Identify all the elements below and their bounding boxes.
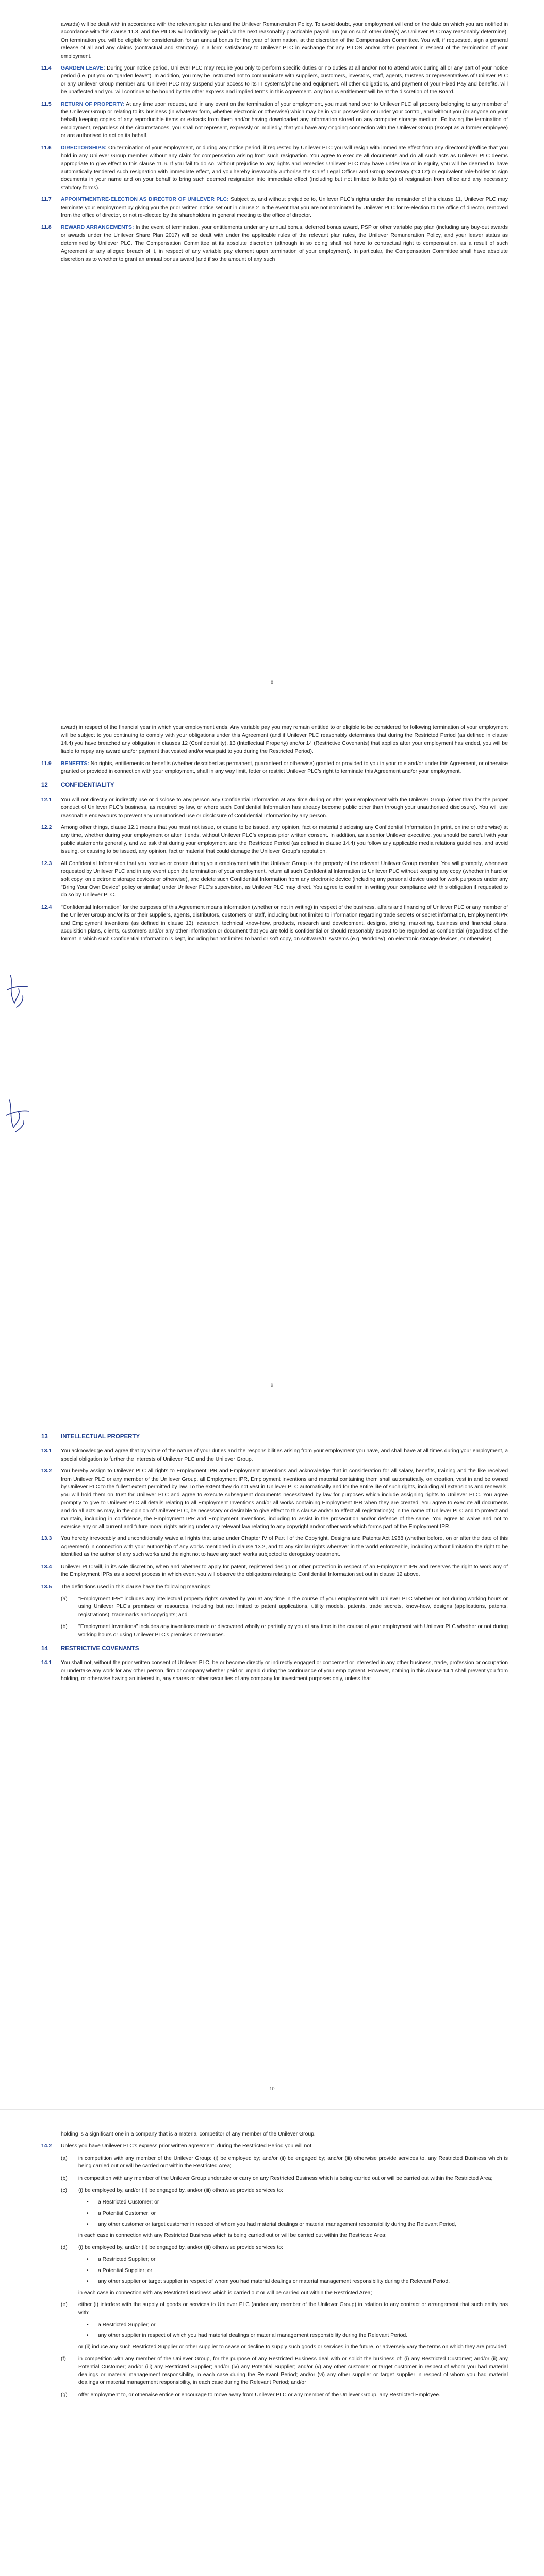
list-item-text: a Potential Customer; or: [98, 2210, 156, 2216]
restriction-label: (g): [61, 2392, 68, 2398]
restriction-e-tail: or (ii) induce any such Restricted Supplier or other supplier to cease or decline to supply such goods or services in the future, or adversely vary the terms on which they are provided;: [78, 2344, 508, 2350]
clause-text: The definitions used in this clause have the following meanings:: [61, 1584, 212, 1590]
restriction-text: either (i) interfere with the supply of goods or services to Unilever PLC (and/or any member of the Unilever Group) in relation to any contract or arrangement that such entity has with:: [78, 2302, 508, 2316]
list-item: [87, 2278, 508, 2285]
section-title: INTELLECTUAL PROPERTY: [61, 1434, 140, 1440]
document-page-11: [0, 2110, 544, 2576]
restriction-label: (f): [61, 2356, 66, 2362]
document-page-10: [0, 1406, 544, 2110]
list-item: [87, 2210, 508, 2217]
clause-number: 13.3: [41, 1536, 52, 1542]
list-item-text: any other supplier or target supplier in respect of whom you had material dealings or material management responsibility during the Relevant Period,: [98, 2279, 450, 2285]
clause-heading: REWARD ARRANGEMENTS:: [61, 225, 134, 231]
bullet-icon: •: [87, 2279, 89, 2285]
clause-13-5: [41, 1583, 508, 1591]
list-item-text: a Restricted Customer; or: [98, 2199, 159, 2206]
list-item-text: any other supplier in respect of which you had material dealings or material management responsibility during the Relevant Period.: [98, 2333, 408, 2339]
bullet-icon: •: [87, 2321, 89, 2328]
definition-label: (a): [61, 1596, 68, 1602]
restriction-e: [61, 2301, 508, 2317]
signature-initials-mark: [3, 971, 34, 1012]
clause-text: Unilever PLC will, in its sole discretion, when and whether to apply for patent, registered design or other protection in respect of an Employment IPR and reserves the right to work any of the Employment IPRs as a secret process in which event you will observe the obligations relating to Confidential Information set out in clause 12 above.: [61, 1564, 508, 1578]
restriction-label: (d): [61, 2245, 68, 2251]
definition-text: "Employment Inventions" includes any inventions made or discovered wholly or partially by you at any time in the course of your employment with Unilever PLC whether or not during working hours or using Unilever PLC's premises or resources.: [78, 1624, 508, 1638]
clause-number: 13.1: [41, 1448, 52, 1454]
clause-14-1: [41, 1659, 508, 1683]
clause-text: During your notice period, Unilever PLC may require you only to perform specific duties or no duties at all and/or not to attend work during all or any part of your notice period (i.e. put you on "garden leave"). In addition, you may be instructed not to communicate with suppliers, customers, investors, staff, agents, trustees or representatives of Unilever PLC or any Unilever Group member and Unilever PLC may suspend your access to its IT systems/phone and equipment. All other obligations, and payment of your Fixed Pay and benefits, will be unaffected and you will continue to be bound by the other express and implied terms in this Agreement. Any bonus entitlement will be at the discretion of the Board.: [61, 65, 508, 95]
clause-text: "Confidential Information" for the purposes of this Agreement means information (whether or not in writing) in respect of the business, affairs and financing of Unilever PLC or any member of the Unilever Group and/or its or their suppliers, agents, distributors, customers or staff, including but not limited to information regarding trade secrets or secret information, Employment IPR and Employment Inventions (as defined in clause 13), research, technical know-how, products, research and development, designs, pricing, marketing, business and financial plans, acquisition plans, clients, customers and/or any other information or document that you are told is confidential or should reasonably expect to be regarded as confidential (regardless of the format in which such Confidential Information is kept, including but not limited to hard or soft copy, on software/IT systems (e.g. Workday), on electronic storage devices, or otherwise).: [61, 904, 508, 942]
document-page-8: [0, 0, 544, 703]
section-number: 12: [41, 782, 48, 789]
section-number: 13: [41, 1434, 48, 1440]
clause-13-2: [41, 1467, 508, 1531]
restriction-text: in competition with any member of the Unilever Group undertake or carry on any Restricted Business which is being carried out or will be carried out within the Restricted Area;: [78, 2175, 493, 2181]
clause-text: You acknowledge and agree that by virtue of the nature of your duties and the responsibilities arising from your employment you have, and shall have at all times during your employment, a special obligation to further the interests of Unilever PLC and the Unilever Group.: [61, 1448, 508, 1462]
clause-text: You hereby irrevocably and unconditionally waive all rights that arise under Chapter IV of Part I of the Copyright, Designs and Patents Act 1988 (whether before, on or after the date of this Agreement) in connection with your authorship of any works mentioned in clause 13.2, and to any similar rights wherever in the world enforceable, including without limitation the right to be identified as the author of any such works and the right not to have any such works subjected to derogatory treatment.: [61, 1536, 508, 1558]
clause-number: 11.7: [41, 197, 52, 203]
clause-11-9: [41, 760, 508, 776]
section-title: CONFIDENTIALITY: [61, 782, 114, 789]
bullet-icon: •: [87, 2199, 89, 2206]
list-item: [87, 2267, 508, 2275]
list-item: [87, 2221, 508, 2228]
clause-number: 12.3: [41, 860, 52, 867]
list-item: [87, 2256, 508, 2263]
bullet-icon: •: [87, 2333, 89, 2339]
page-content: [41, 2130, 508, 2403]
clause-number: 14.1: [41, 1660, 52, 1666]
clause-text: You shall not, without the prior written consent of Unilever PLC, be or become directly or indirectly engaged or concerned or interested in any other business, trade, profession or occupation or undertake any work for any other person, firm or company whether paid or unpaid during the continuance of your employment. However, nothing in this clause 14.1 shall prevent you from holding, or otherwise having an interest in, any shares or other securities of any company for investment purposes only, unless that: [61, 1660, 508, 1682]
clause-11-4: [41, 64, 508, 96]
clause-text: You will not directly or indirectly use or disclose to any person any Confidential Information at any time during or after your employment with the Unilever Group (other than for the proper conduct of Unilever PLC's business, as required by law, or where such Confidential Information has already become public other than through your unauthorised disclosure). You will use reasonable endeavours to prevent any unauthorised use or disclosure of Confidential Information by any person.: [61, 796, 508, 819]
paragraph-continued: [61, 724, 508, 756]
clause-number: 12.4: [41, 904, 52, 910]
restriction-label: (b): [61, 2175, 68, 2181]
paragraph-continued: [61, 21, 508, 60]
restriction-text: (i) be employed by, and/or (ii) be engaged by, and/or (iii) otherwise provide services to:: [78, 2245, 283, 2251]
clause-heading: APPOINTMENT/RE-ELECTION AS DIRECTOR OF UNILEVER PLC:: [61, 197, 229, 203]
restriction-g: [61, 2391, 508, 2399]
section-number: 14: [41, 1645, 48, 1652]
restriction-text: in competition with any member of the Unilever Group, for the purpose of any Restricted Business deal with or solicit the business of: (i) any Restricted Customer; and/or (ii) any Potential Customer; and/or (iii) any Restricted Supplier; and/or (iv) any Potential Supplier; and/or (v) any other customer or target customer in respect of whom you had material dealings or material management responsibility, in each case during the Relevant Period; and/or (vi) any other supplier or target supplier in respect of whom you had material dealings or material management responsibility, in each case during the Relevant Period; and/or: [78, 2356, 508, 2386]
clause-text: No rights, entitlements or benefits (whether described as permanent, guaranteed or otherwise) granted or provided to you in your role and/or under this Agreement, or otherwise granted or provided in connection with your employment, shall in any way limit, fetter or restrict Unilever PLC's right to terminate this Agreement and/or your employment.: [61, 760, 508, 775]
clause-11-7: [41, 196, 508, 219]
clause-number: 11.9: [41, 760, 52, 767]
clause-text: In the event of termination, your entitlements under any annual bonus, deferred bonus award, PSP or other variable pay plan (including any buy-out awards or awards under the Unilever Share Plan 2017) will be dealt with under the applicable rules of the relevant plan rules, the Unilever Remuneration Policy, and your leaver status as determined by Unilever PLC. The Compensation Committee at its absolute discretion (although in so doing shall not have to contractual right to compensation, as a result of such Agreement or any alleged breach of it, in respect of any variable pay element upon termination of your employment). In particular, the Compensation Committee shall have absolute discretion as to whether to grant an annual bonus award (and if so the amount of any such: [61, 225, 508, 262]
definition-b: [61, 1623, 508, 1639]
clause-text: Among other things, clause 12.1 means that you must not issue, or cause to be issued, any opinion, fact or material disclosing any Confidential Information (in print, online or otherwise) at any time, whether during your employment or after it ends, without Unilever PLC's express prior written consent. In addition, as a senior Unilever executive, you should be careful with your public statements generally, and we ask that during your employment and the Restricted Period (as defined in clause 14.4) you follow any applicable media relations guidelines, and avoid issuing, or causing to be issued, any opinion, fact or material that could damage the Unilever Group's reputation.: [61, 825, 508, 855]
clause-text: You hereby assign to Unilever PLC all rights to Employment IPR and Employment Inventions and acknowledge that in consideration for all salary, benefits, training and the like received from Unilever PLC or any member of the Unilever Group, all Employment IPR, Employment Inventions and material containing them shall automatically, on creation, vest in and be owned by Unilever PLC to the fullest extent permitted by law. To the extent they do not vest in Unilever PLC automatically and for the entire life of such rights, including all extensions and renewals, you will hold them on trust for Unilever PLC and agree to execute subsequent documents necessitated by law for purposes which include assigning rights to Unilever PLC. You agree promptly to give to Unilever PLC all details relating to all Employment Inventions and/or all works containing Employment IPR when they are created. You agree to execute all documents and do all acts as may, in the opinion of Unilever PLC, be necessary or desirable to give effect to this clause and/or to effect all registration(s) in the name of Unilever PLC and to protect and maintain, including in confidence, the Employment IPR and Employment Inventions, including to assist in the prosecution and/or defence of the same. You agree to waive and not to exercise any or all current and future moral rights arising under any relevant law relating to any copyright and/or other work which forms part of the Employment IPR.: [61, 1468, 508, 1530]
paragraph-text: award) in respect of the financial year in which your employment ends. Any variable pay you may remain entitled to or eligible to be considered for following termination of your employment will be subject to you continuing to comply with your obligations under this Agreement (and if Unilever PLC reasonably determines that during the Restricted Period (as defined in clause 14.4) you have breached any obligation in clauses 12 (Confidentiality), 13 (Intellectual Property) and/or 14 (Restrictive Covenants) that applies after your employment has ended, you will be liable to repay any award and/or payment that vested and/or was paid to you during the Restricted Period).: [61, 725, 508, 755]
clause-text: At any time upon request, and in any event on the termination of your employment, you must hand over to Unilever PLC all property belonging to any member of the Unilever Group or relating to its business (in whatever form, whether electronic or otherwise) which may be in your possession or under your control, and without you (or anyone on your behalf) keeping copies of any reproducible items or extracts from them and/or having downloaded any information stored on any computer storage medium. Following the termination of employment, regardless of the circumstances, you shall not represent, expressly or impliedly, that you have any ongoing connection with the Unilever Group (except as a former employee) or are authorised to act on its behalf.: [61, 101, 508, 139]
document-page-9: [0, 703, 544, 1406]
clause-11-5: [41, 100, 508, 140]
clause-number: 11.6: [41, 145, 52, 151]
list-item-text: a Restricted Supplier; or: [98, 2257, 156, 2263]
restriction-label: (c): [61, 2188, 68, 2194]
definition-label: (b): [61, 1624, 68, 1630]
restriction-text: (i) be employed by, and/or (ii) be engaged by, and/or (iii) otherwise provide services to:: [78, 2188, 283, 2194]
restriction-text: offer employment to, or otherwise entice or encourage to move away from Unilever PLC or any member of the Unilever Group, any Restricted Employee.: [78, 2392, 441, 2398]
list-item: [87, 2332, 508, 2340]
clause-12-2: [41, 824, 508, 856]
restriction-b: [61, 2175, 508, 2182]
section-13-heading: [41, 1433, 508, 1441]
paragraph-continued: [61, 2130, 508, 2138]
clause-text: On termination of your employment, or during any notice period, if requested by Unilever PLC you will resign with immediate effect from any directorship/office that you hold in any Unilever Group member without any claim for compensation arising from such resignation. You agree to execute all documents and do all such acts as Unilever PLC deems appropriate to give effect to this clause 11.6. If you fail to do so, without prejudice to any rights and remedies Unilever PLC may have under law or in equity, you will be deemed to have automatically tendered such resignation with immediate effect, and you hereby irrevocably authorise the Chief Legal Officer and Group Secretary ("CLO") or equivalent role-holder to sign documents in your name and on your behalf to bring such deemed resignation into immediate effect (including but not limited to letter(s) of resignation from office and any necessary statutory forms).: [61, 145, 508, 191]
clause-text: Subject to, and without prejudice to, Unilever PLC's rights under the remainder of this clause 11, Unilever PLC may terminate your employment by giving you the prior written notice set out in clause 2 in the event that you are not nominated by Unilever PLC for re-election to the office of director, removed from the office of director, or not re-elected by the shareholders in general meeting to the office of director.: [61, 197, 508, 218]
clause-number: 14.2: [41, 2143, 52, 2149]
clause-11-8: [41, 224, 508, 263]
clause-heading: RETURN OF PROPERTY:: [61, 101, 125, 107]
page-number: 10: [269, 2086, 275, 2091]
clause-12-3: [41, 860, 508, 900]
clause-13-1: [41, 1447, 508, 1463]
page-content: [41, 1427, 508, 1687]
restriction-label: (e): [61, 2302, 68, 2308]
definition-a: [61, 1595, 508, 1619]
clause-12-4: [41, 904, 508, 943]
list-item: [87, 2198, 508, 2206]
bullet-icon: •: [87, 2222, 89, 2228]
restriction-text: in competition with any member of the Unilever Group: (i) be employed by; and/or (ii) be engaged by; and/or (iii) otherwise provide services to, any Restricted Business which is being carried out or will be carried out within the Restricted Area;: [78, 2155, 508, 2170]
clause-number: 12.2: [41, 825, 52, 831]
bullet-icon: •: [87, 2267, 89, 2274]
clause-13-3: [41, 1535, 508, 1558]
clause-heading: GARDEN LEAVE:: [61, 65, 105, 72]
clause-heading: DIRECTORSHIPS:: [61, 145, 107, 151]
list-item-text: a Restricted Supplier; or: [98, 2321, 156, 2328]
section-14-heading: [41, 1645, 508, 1653]
clause-text: All Confidential Information that you receive or create during your employment with the Unilever Group is the property of the relevant Unilever Group member. You will promptly, whenever requested by Unilever PLC and in any event upon the termination of your employment, return all such Confidential Information to Unilever PLC without keeping any copy (whether in hard or soft copy, on electronic storage devices or otherwise), and delete such Confidential Information from any electronic device (including any personal device used for work purposes under any "Bring Your Own Device" policy or similar) under Unilever PLC's supervision, as Unilever PLC may direct. You agree to confirm in writing your compliance with this obligation if requested to do so by Unilever PLC.: [61, 860, 508, 899]
clause-13-4: [41, 1563, 508, 1579]
list-item-text: any other customer or target customer in respect of whom you had material dealings or material management responsibility during the Relevant Period,: [98, 2222, 456, 2228]
page-number: 8: [270, 680, 273, 685]
clause-number: 12.1: [41, 796, 52, 803]
clause-number: 11.4: [41, 65, 52, 72]
restriction-c: [61, 2187, 508, 2194]
clause-11-6: [41, 144, 508, 192]
restriction-d: [61, 2244, 508, 2251]
paragraph-text: awards) will be dealt with in accordance with the relevant plan rules and the Unilever Remuneration Policy. To avoid doubt, your employment will end on the date on which you are notified in accordance with this clause 11.3, and the PILON will ordinarily be paid via the next reasonably practicable payroll run (or on such other date(s) as Unilever PLC may reasonably determine). On termination you will be eligible for consideration for an annual bonus for the year of termination, at the discretion of the Compensation Committee. You will, if requested, sign a general release of all and any claims (contractual and statutory) in a form satisfactory to Unilever PLC in exchange for any PILON and/or other payment in respect of the termination of your employment.: [61, 22, 508, 59]
definition-text: "Employment IPR" includes any intellectual property rights created by you at any time in the course of your employment with Unilever PLC whether or not during working hours or using Unilever PLC's premises or resources, including but not limited to patent applications, utility models, patents, trade secrets, know-how, designs (applications, patents, registrations), trademarks and copyrights; and: [78, 1596, 508, 1618]
restriction-f: [61, 2355, 508, 2387]
list-item: [87, 2321, 508, 2329]
section-title: RESTRICTIVE COVENANTS: [61, 1645, 139, 1652]
paragraph-text: holding is a significant one in a company that is a material competitor of any member of the Unilever Group.: [61, 2131, 316, 2137]
clause-number: 13.4: [41, 1564, 52, 1570]
clause-heading: BENEFITS:: [61, 760, 89, 767]
clause-text: Unless you have Unilever PLC's express prior written agreement, during the Restricted Period you will not:: [61, 2143, 313, 2149]
restriction-label: (a): [61, 2155, 68, 2161]
restriction-d-tail: in each case in connection with any Restricted Business which is carried out or will be carried out within the Restricted Area;: [78, 2290, 372, 2296]
restriction-c-tail: in each case in connection with any Restricted Business which is being carried out or will be carried out within the Restricted Area;: [78, 2232, 387, 2239]
page-number: 9: [270, 1383, 273, 1388]
bullet-icon: •: [87, 2210, 89, 2216]
list-item-text: a Potential Supplier; or: [98, 2267, 153, 2274]
section-12-heading: [41, 782, 508, 789]
clause-number: 13.2: [41, 1468, 52, 1475]
page-content: [41, 21, 508, 267]
clause-14-2: [41, 2142, 508, 2150]
bullet-icon: •: [87, 2257, 89, 2263]
clause-number: 13.5: [41, 1584, 52, 1590]
restriction-a: [61, 2155, 508, 2171]
signature-initials-mark: [3, 1095, 34, 1136]
page-content: [41, 724, 508, 947]
clause-number: 11.8: [41, 225, 52, 231]
clause-number: 11.5: [41, 101, 52, 107]
clause-12-1: [41, 796, 508, 820]
